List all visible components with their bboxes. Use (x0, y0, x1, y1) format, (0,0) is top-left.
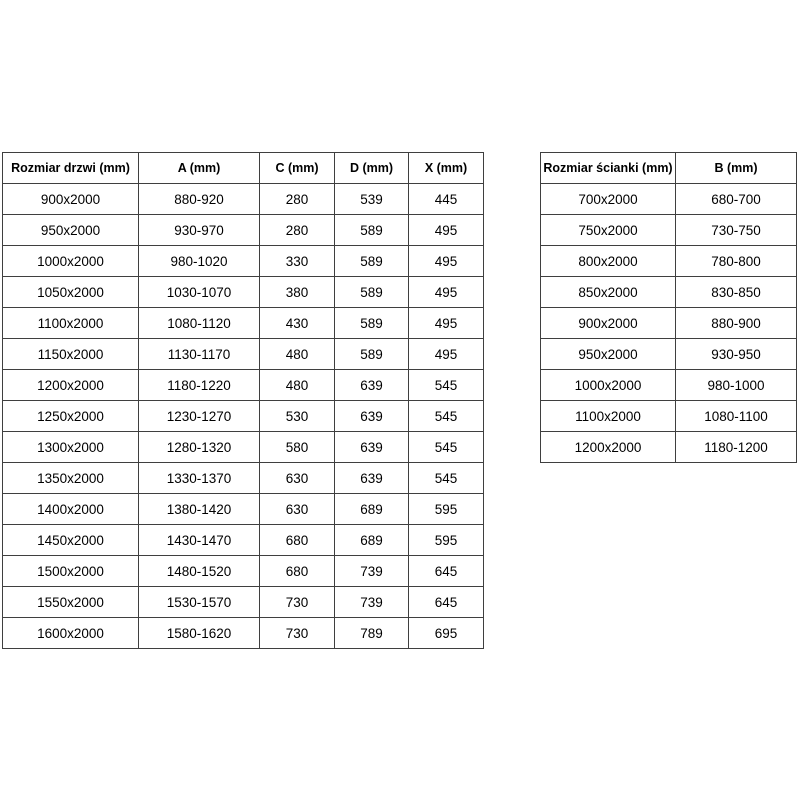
table-cell: 1430-1470 (139, 525, 260, 556)
table-cell: 630 (260, 463, 335, 494)
table-cell: 595 (409, 525, 484, 556)
table-cell: 950x2000 (3, 215, 139, 246)
door-sizes-table (2, 152, 484, 649)
table-cell: 445 (409, 184, 484, 215)
table-cell: 980-1000 (676, 370, 797, 401)
table-cell: 1480-1520 (139, 556, 260, 587)
table-cell: 680 (260, 525, 335, 556)
table-row (541, 432, 797, 463)
table-cell: 695 (409, 618, 484, 649)
table-cell: 530 (260, 401, 335, 432)
column-header: D (mm) (335, 153, 409, 184)
table-cell: 589 (335, 277, 409, 308)
table-row (3, 370, 484, 401)
table-cell: 950x2000 (541, 339, 676, 370)
table-cell: 680 (260, 556, 335, 587)
table-row (541, 246, 797, 277)
table-row (3, 587, 484, 618)
column-header: Rozmiar drzwi (mm) (3, 153, 139, 184)
table-cell: 689 (335, 525, 409, 556)
table-cell: 495 (409, 246, 484, 277)
table-cell: 645 (409, 587, 484, 618)
table-cell: 495 (409, 277, 484, 308)
table-cell: 750x2000 (541, 215, 676, 246)
table-cell: 1030-1070 (139, 277, 260, 308)
table-cell: 739 (335, 556, 409, 587)
column-header: C (mm) (260, 153, 335, 184)
table-cell: 730-750 (676, 215, 797, 246)
table-cell: 830-850 (676, 277, 797, 308)
table-cell: 1180-1220 (139, 370, 260, 401)
table-cell: 730 (260, 618, 335, 649)
table-row (541, 370, 797, 401)
table-cell: 1500x2000 (3, 556, 139, 587)
table-row (541, 339, 797, 370)
table-row (3, 215, 484, 246)
table-cell: 880-900 (676, 308, 797, 339)
table-row (3, 401, 484, 432)
table-row (3, 556, 484, 587)
table-cell: 545 (409, 463, 484, 494)
table-row (3, 618, 484, 649)
table-cell: 880-920 (139, 184, 260, 215)
table-row (3, 339, 484, 370)
table-cell: 545 (409, 401, 484, 432)
table-cell: 1300x2000 (3, 432, 139, 463)
table-cell: 589 (335, 246, 409, 277)
table-cell: 639 (335, 370, 409, 401)
table-cell: 639 (335, 432, 409, 463)
table-row (3, 432, 484, 463)
table-cell: 1100x2000 (541, 401, 676, 432)
table-cell: 689 (335, 494, 409, 525)
table-row (541, 308, 797, 339)
table-cell: 850x2000 (541, 277, 676, 308)
table-cell: 1050x2000 (3, 277, 139, 308)
table-cell: 700x2000 (541, 184, 676, 215)
table-row (541, 215, 797, 246)
table-cell: 739 (335, 587, 409, 618)
table-row (3, 184, 484, 215)
table-cell: 630 (260, 494, 335, 525)
table-cell: 1200x2000 (541, 432, 676, 463)
header-row (541, 153, 797, 184)
table-cell: 645 (409, 556, 484, 587)
table-row (3, 277, 484, 308)
table-cell: 380 (260, 277, 335, 308)
table-cell: 930-970 (139, 215, 260, 246)
table-cell: 780-800 (676, 246, 797, 277)
table-cell: 430 (260, 308, 335, 339)
table-cell: 1530-1570 (139, 587, 260, 618)
table-cell: 495 (409, 215, 484, 246)
table-cell: 1130-1170 (139, 339, 260, 370)
table-cell: 1100x2000 (3, 308, 139, 339)
column-header: B (mm) (676, 153, 797, 184)
table-cell: 1250x2000 (3, 401, 139, 432)
table-cell: 480 (260, 370, 335, 401)
column-header: A (mm) (139, 153, 260, 184)
table-cell: 330 (260, 246, 335, 277)
table-cell: 789 (335, 618, 409, 649)
table-cell: 930-950 (676, 339, 797, 370)
table-cell: 900x2000 (3, 184, 139, 215)
table-cell: 1000x2000 (3, 246, 139, 277)
table-cell: 639 (335, 463, 409, 494)
table-cell: 1580-1620 (139, 618, 260, 649)
table-cell: 1280-1320 (139, 432, 260, 463)
table-cell: 539 (335, 184, 409, 215)
table-row (541, 401, 797, 432)
table-cell: 495 (409, 339, 484, 370)
table-row (3, 246, 484, 277)
table-cell: 1550x2000 (3, 587, 139, 618)
wall-sizes-table (540, 152, 797, 463)
table-cell: 580 (260, 432, 335, 463)
column-header: X (mm) (409, 153, 484, 184)
table-cell: 480 (260, 339, 335, 370)
table-cell: 980-1020 (139, 246, 260, 277)
table-cell: 545 (409, 370, 484, 401)
table-cell: 1000x2000 (541, 370, 676, 401)
table-cell: 1180-1200 (676, 432, 797, 463)
table-cell: 1380-1420 (139, 494, 260, 525)
table-row (3, 494, 484, 525)
table-cell: 639 (335, 401, 409, 432)
table-cell: 1200x2000 (3, 370, 139, 401)
column-header: Rozmiar ścianki (mm) (541, 153, 676, 184)
table-row (541, 184, 797, 215)
table-cell: 1450x2000 (3, 525, 139, 556)
table-cell: 900x2000 (541, 308, 676, 339)
table-cell: 589 (335, 308, 409, 339)
table-cell: 545 (409, 432, 484, 463)
table-cell: 1350x2000 (3, 463, 139, 494)
table-cell: 1600x2000 (3, 618, 139, 649)
table-cell: 495 (409, 308, 484, 339)
table-cell: 280 (260, 215, 335, 246)
table-cell: 589 (335, 339, 409, 370)
table-cell: 800x2000 (541, 246, 676, 277)
header-row (3, 153, 484, 184)
table-row (3, 463, 484, 494)
table-cell: 680-700 (676, 184, 797, 215)
table-cell: 1080-1120 (139, 308, 260, 339)
table-cell: 1150x2000 (3, 339, 139, 370)
table-cell: 1330-1370 (139, 463, 260, 494)
table-cell: 589 (335, 215, 409, 246)
table-cell: 280 (260, 184, 335, 215)
table-cell: 730 (260, 587, 335, 618)
table-row (541, 277, 797, 308)
table-cell: 1080-1100 (676, 401, 797, 432)
table-cell: 595 (409, 494, 484, 525)
table-row (3, 308, 484, 339)
table-cell: 1230-1270 (139, 401, 260, 432)
table-cell: 1400x2000 (3, 494, 139, 525)
table-row (3, 525, 484, 556)
